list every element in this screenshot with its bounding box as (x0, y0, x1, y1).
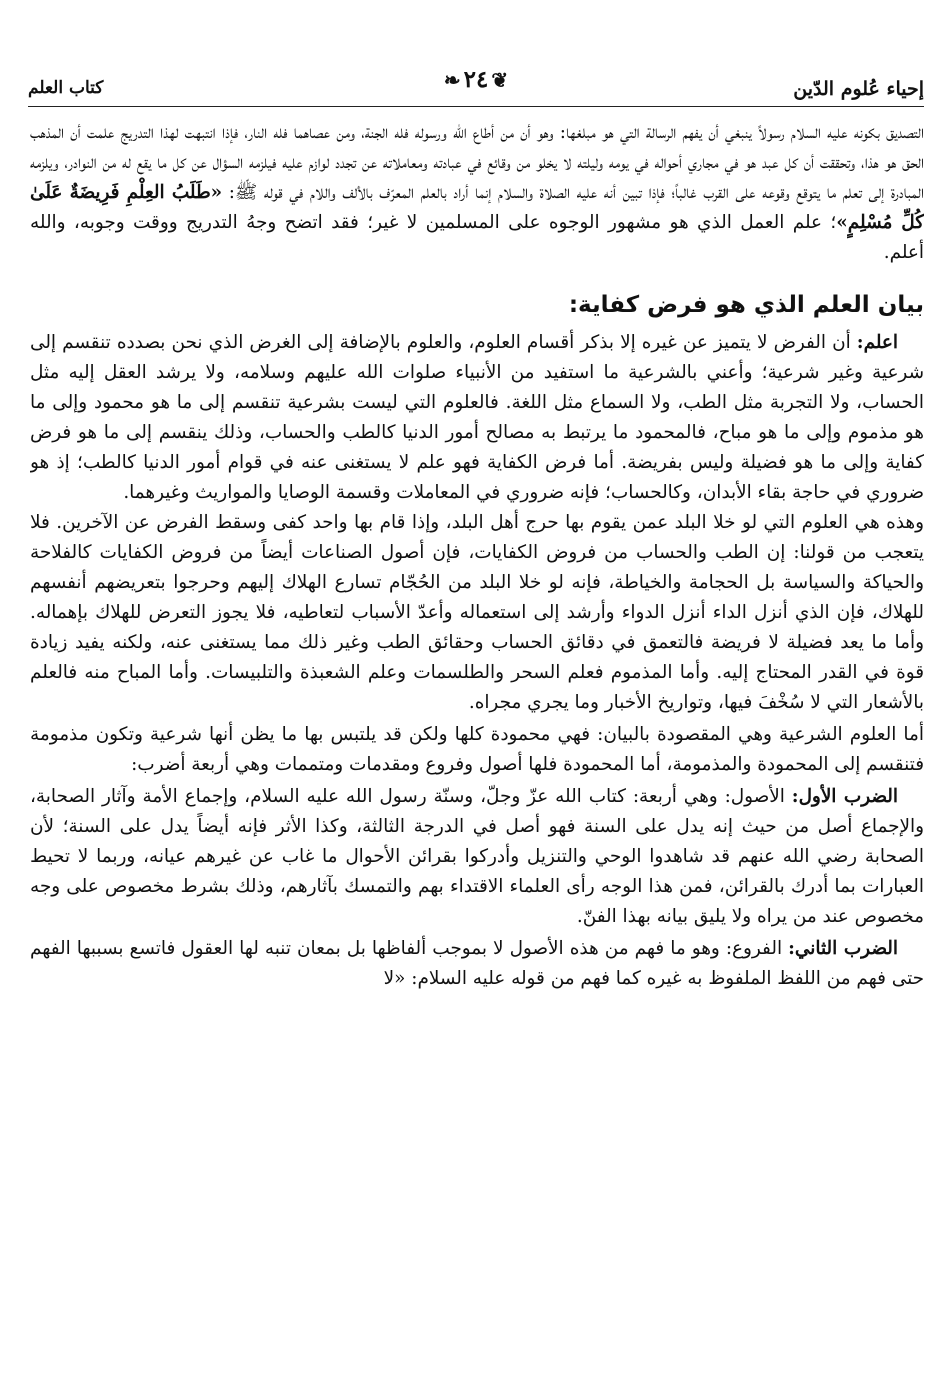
paragraph-know-text: أن الفرض لا يتميز عن غيره إلا بذكر أقسام العلوم، والعلوم بالإضافة إلى الغرض الذي نحن بصدده تنقسم إلى شرعية وغير شرعية؛ وأعني بالشرعية ما استفيد من الأنبياء صلوات الله عليهم وسلامه، ولا يرشد العقل إليه مثل الحساب، ولا التجربة مثل الطب، ولا السماع مثل اللغة. فالعلوم التي ليست بشرعية تنقسم إلى ما هو محمود وإلى ما هو مذموم وإلى ما هو مباح، فالمحمود ما يرتبط به مصالح أمور الدنيا كالطب والحساب، وذلك ينقسم إلى ما هو فرض كفاية وإلى ما هو فضيلة وليس بفريضة. أما فرض الكفاية فهو علم لا يستغنى عنه في قوام أمور الدنيا كالطب؛ إذ هو ضروري في حاجة بقاء الأبدان، وكالحساب؛ فإنه ضروري في المعاملات وقسمة الوصايا والمواريث وغيرهما. (30, 332, 924, 503)
header-divider (28, 106, 924, 107)
page-number-block (441, 66, 511, 93)
paragraph-second-kind (30, 934, 924, 994)
paragraph-second-kind-text: الفروع: وهو ما فهم من هذه الأصول لا بموجب ألفاظها بل بمعان تنبه لها العقول فاتسع بسببها الفهم حتى فهم من اللفظ الملفوظ به غيره كما فهم من قوله عليه السلام: «لا (30, 938, 924, 989)
page-number: ٢٤ (463, 66, 489, 93)
section-heading: بيان العلم الذي هو فرض كفاية: (568, 292, 924, 318)
lead-first-kind: الضرب الأول: (791, 786, 898, 807)
ornament-right-icon: ❦ (491, 68, 509, 92)
paragraph-know (30, 328, 924, 508)
running-header (28, 66, 924, 106)
paragraph-obligations: وهذه هي العلوم التي لو خلا البلد عمن يقوم بها حرج أهل البلد، وإذا قام بها واحد كفى وسقط الفرض عن الآخرين. فلا يتعجب من قولنا: إن الطب والحساب من فروض الكفايات، فإن أصول الصناعات أيضاً من فروض الكفايات كالفلاحة والحياكة والسياسة بل الحجامة والخياطة، فإنه لو خلا البلد من الحُجّام تسارع الهلاك إليهم وحرجوا بتعريضهم أنفسهم للهلاك، فإن الذي أنزل الداء أنزل الدواء وأرشد إلى استعماله وأعدّ الأسباب لتعاطيه، فلا يجوز التعرض للهلاك بإهماله. وأما ما يعد فضيلة لا فريضة فالتعمق في دقائق الحساب وحقائق الطب وغير ذلك مما يستغنى عنه، ولكنه يفيد زيادة قوة في القدر المحتاج إليه. وأما المذموم فعلم السحر والطلسمات وعلم الشعبذة والتلبيسات. وأما المباح منه فالعلم بالأشعار التي لا سُخْفَ فيها، وتواريخ الأخبار وما يجري مجراه. (30, 512, 924, 713)
intro-paragraph (30, 118, 924, 268)
intro-text-a: التصديق بكونه عليه السلام رسولاً ينبغي أن يفهم الرسالة التي هو مبلغها: وهو أن من أطاع الله ورسوله فله الجنة، ومن عصاهما فله النار، فإذا انتبهت لهذا التدريج علمت أن المذهب الحق هو هذا، وتحققت أن كل عبد هو في مجاري أحواله في يومه وليلته لا يخلو من وقائع في عبادته ومعاملاته عن تجدد لوازم عليه فيلزمه السؤال عن كل ما يقع له من النوادر، ويلزمه المبادرة إلى تعلم ما يتوقع وقوعه على القرب غالباً؛ فإذا تبين أنه عليه الصلاة والسلام إنما أراد بالعلم المعرّف بالألف واللام في قوله ﷺ: (30, 122, 924, 203)
ornament-left-icon: ❧ (443, 68, 461, 92)
book-title: إحياء عُلوم الدّين (793, 78, 924, 100)
hadith-quote: «طَلَبُ العِلْمِ فَرِيضَةٌ عَلَىٰ كُلِّ مُسْلِمٍ» (30, 182, 924, 233)
paragraph-sharia-sciences: أما العلوم الشرعية وهي المقصودة بالبيان: فهي محمودة كلها ولكن قد يلتبس بها ما يظن أنها شرعية وتكون مذمومة فتنقسم إلى المحمودة والمذمومة، أما المحمودة فلها أصول وفروع ومقدمات ومتممات وهي أربعة أضرب: (30, 724, 924, 775)
chapter-title: كتاب العلم (28, 78, 104, 98)
intro-text-b: ؛ علم العمل الذي هو مشهور الوجوه على المسلمين لا غير؛ فقد اتضح وجهُ التدريج ووقت وجوبه، والله أعلم. (30, 212, 924, 263)
paragraph-first-kind-text: الأصول: وهي أربعة: كتاب الله عزّ وجلّ، وسنّة رسول الله عليه السلام، وإجماع الأمة وآثار الصحابة، والإجماع أصل من حيث إنه يدل على السنة فهو أصل في الدرجة الثالثة، وكذا الأثر فإنه أيضاً يدل على السنة؛ لأن الصحابة رضي الله عنهم قد شاهدوا الوحي والتنزيل وأدركوا بقرائن الأحوال ما غاب عن غيرهم عيانه، وربما لا تحيط العبارات بما أدرك بالقرائن، فمن هذا الوجه رأى العلماء الاقتداء بهم والتمسك بآثارهم، وذلك بشرط مخصوص على وجه مخصوص عند من يراه ولا يليق بيانه بهذا الفنّ. (30, 786, 924, 927)
lead-second-kind: الضرب الثاني: (788, 938, 898, 959)
paragraph-first-kind (30, 782, 924, 932)
page-body (30, 118, 924, 1370)
lead-word-know: اعلم: (856, 332, 898, 353)
